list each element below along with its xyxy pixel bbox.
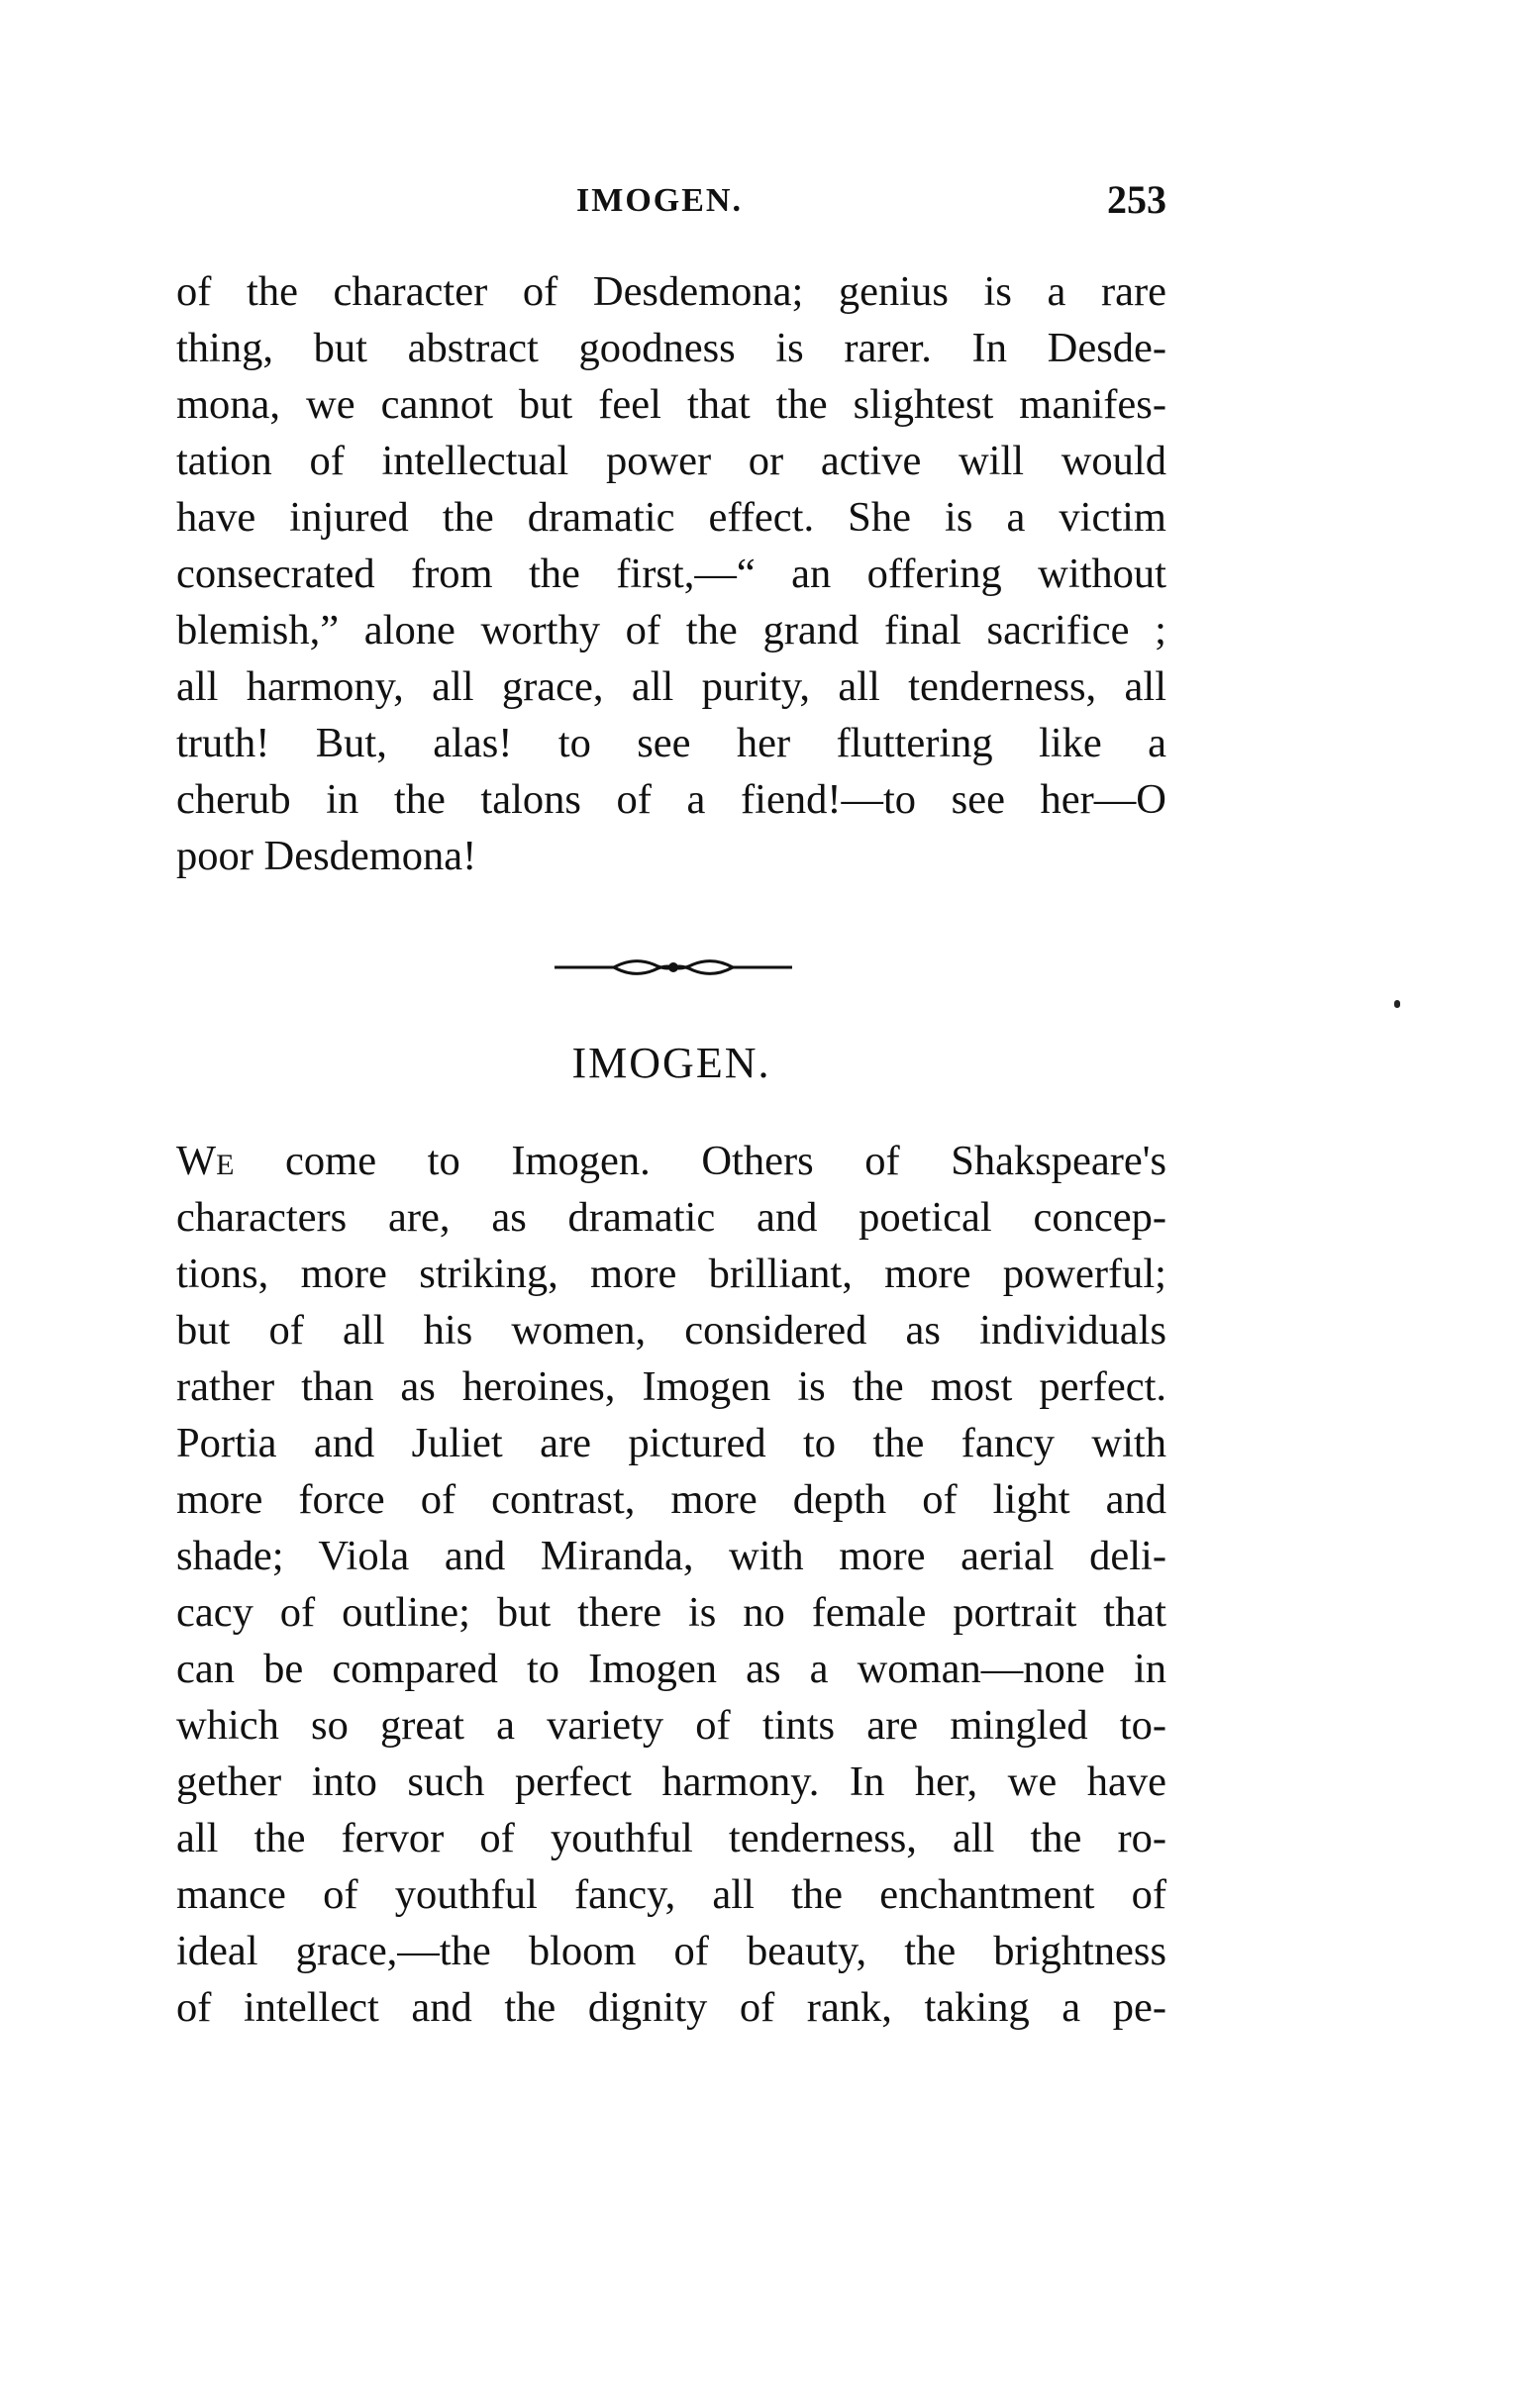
text-line: all harmony, all grace, all purity, all tenderness, all: [176, 663, 1166, 710]
text-line: characters are, as dramatic and poetical concep-: [176, 1194, 1166, 1241]
text-line: more force of contrast, more depth of light and: [176, 1476, 1166, 1523]
text-line: all the fervor of youthful tenderness, all the ro-: [176, 1815, 1166, 1861]
text-line: truth! But, alas! to see her fluttering like a: [176, 720, 1166, 766]
running-header: [176, 177, 1166, 242]
text-line: cherub in the talons of a fiend!—to see her—O: [176, 776, 1166, 823]
text-line: gether into such perfect harmony. In her, we have: [176, 1758, 1166, 1805]
running-title: IMOGEN.: [576, 182, 743, 219]
text-line-rest: come to Imogen. Others of Shakspeare's: [234, 1138, 1166, 1184]
text-line: ideal grace,—the bloom of beauty, the brightness: [176, 1928, 1166, 1974]
text-line: of intellect and the dignity of rank, taking a pe-: [176, 1984, 1166, 2031]
text-line: but of all his women, considered as individuals: [176, 1307, 1166, 1354]
text-line: shade; Viola and Miranda, with more aerial deli-: [176, 1533, 1166, 1579]
text-line: have injured the dramatic effect. She is a victim: [176, 494, 1166, 541]
text-line: blemish,” alone worthy of the grand final sacrifice ;: [176, 607, 1166, 653]
lead-word: We: [176, 1138, 235, 1184]
text-line: poor Desdemona!: [176, 833, 477, 879]
text-line: cacy of outline; but there is no female portrait that: [176, 1589, 1166, 1636]
text-line: mance of youthful fancy, all the enchantment of: [176, 1871, 1166, 1918]
text-line: tation of intellectual power or active will would: [176, 438, 1166, 484]
text-line: can be compared to Imogen as a woman—none in: [176, 1646, 1166, 1692]
decorative-flourish-icon: [555, 953, 792, 982]
page-number: 253: [1107, 177, 1166, 222]
text-line: Portia and Juliet are pictured to the fancy with: [176, 1420, 1166, 1466]
text-line: rather than as heroines, Imogen is the most perfect.: [176, 1363, 1166, 1410]
paragraph-imogen-intro: [176, 1133, 1166, 2036]
text-line: which so great a variety of tints are mingled to-: [176, 1702, 1166, 1749]
text-line: mona, we cannot but feel that the slightest manifes-: [176, 381, 1166, 428]
text-line: [176, 1133, 1166, 1189]
text-line: thing, but abstract goodness is rarer. In Desde-: [176, 325, 1166, 371]
text-line: consecrated from the first,—“ an offering without: [176, 551, 1166, 597]
print-speck: [1394, 1000, 1400, 1008]
text-line: tions, more striking, more brilliant, more powerful;: [176, 1251, 1166, 1297]
section-title: IMOGEN.: [571, 1039, 771, 1087]
text-line: of the character of Desdemona; genius is a rare: [176, 268, 1166, 315]
paragraph-desdemona-conclusion: [176, 263, 1166, 884]
